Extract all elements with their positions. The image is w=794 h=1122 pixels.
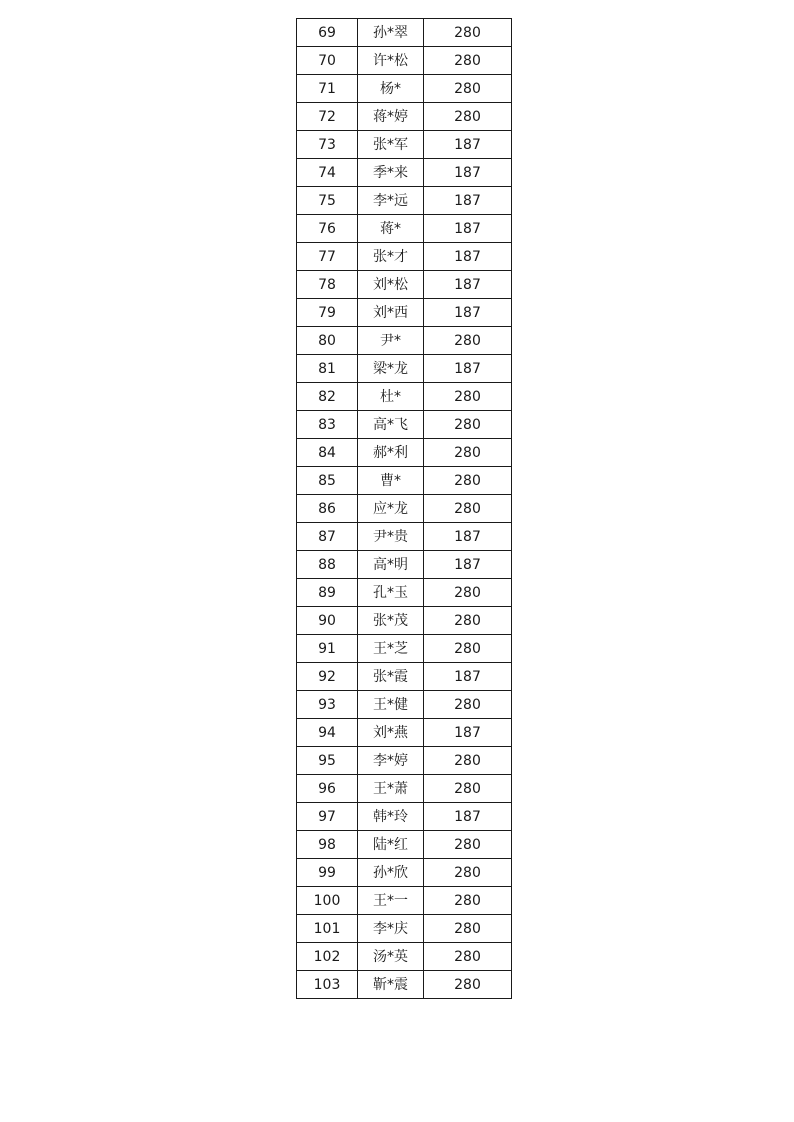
amount-cell: 187	[424, 355, 512, 383]
amount-cell: 280	[424, 635, 512, 663]
table-row	[297, 215, 512, 243]
name-cell: 应*龙	[358, 495, 424, 523]
row-number-cell: 89	[297, 579, 358, 607]
name-cell: 高*明	[358, 551, 424, 579]
amount-cell: 187	[424, 243, 512, 271]
row-number-cell: 75	[297, 187, 358, 215]
row-number-cell: 98	[297, 831, 358, 859]
table-row	[297, 159, 512, 187]
table-row	[297, 243, 512, 271]
name-cell: 尹*	[358, 327, 424, 355]
amount-cell: 280	[424, 19, 512, 47]
amount-cell: 280	[424, 971, 512, 999]
row-number-cell: 101	[297, 915, 358, 943]
name-cell: 孙*翠	[358, 19, 424, 47]
row-number-cell: 102	[297, 943, 358, 971]
table-row	[297, 131, 512, 159]
amount-cell: 280	[424, 747, 512, 775]
row-number-cell: 76	[297, 215, 358, 243]
table-row	[297, 887, 512, 915]
name-cell: 李*婷	[358, 747, 424, 775]
name-cell: 张*才	[358, 243, 424, 271]
row-number-cell: 77	[297, 243, 358, 271]
row-number-cell: 93	[297, 691, 358, 719]
amount-cell: 280	[424, 691, 512, 719]
table-row	[297, 299, 512, 327]
name-cell: 刘*燕	[358, 719, 424, 747]
amount-cell: 280	[424, 411, 512, 439]
amount-cell: 187	[424, 523, 512, 551]
amount-cell: 187	[424, 187, 512, 215]
row-number-cell: 80	[297, 327, 358, 355]
row-number-cell: 73	[297, 131, 358, 159]
name-cell: 张*霞	[358, 663, 424, 691]
table-row	[297, 355, 512, 383]
table-row	[297, 691, 512, 719]
row-number-cell: 95	[297, 747, 358, 775]
amount-cell: 280	[424, 859, 512, 887]
amount-cell: 187	[424, 131, 512, 159]
table-row	[297, 831, 512, 859]
amount-cell: 187	[424, 551, 512, 579]
table-row	[297, 271, 512, 299]
row-number-cell: 83	[297, 411, 358, 439]
amount-cell: 187	[424, 215, 512, 243]
name-cell: 陆*红	[358, 831, 424, 859]
row-number-cell: 97	[297, 803, 358, 831]
row-number-cell: 78	[297, 271, 358, 299]
row-number-cell: 84	[297, 439, 358, 467]
amount-cell: 280	[424, 383, 512, 411]
name-cell: 王*萧	[358, 775, 424, 803]
table-row	[297, 327, 512, 355]
name-cell: 高*飞	[358, 411, 424, 439]
table-row	[297, 19, 512, 47]
name-cell: 张*茂	[358, 607, 424, 635]
row-number-cell: 74	[297, 159, 358, 187]
table-row	[297, 803, 512, 831]
name-cell: 季*来	[358, 159, 424, 187]
table-row	[297, 859, 512, 887]
amount-cell: 187	[424, 299, 512, 327]
name-cell: 孙*欣	[358, 859, 424, 887]
row-number-cell: 86	[297, 495, 358, 523]
amount-cell: 280	[424, 47, 512, 75]
table-row	[297, 747, 512, 775]
amount-cell: 187	[424, 719, 512, 747]
table-row	[297, 439, 512, 467]
row-number-cell: 92	[297, 663, 358, 691]
name-cell: 靳*震	[358, 971, 424, 999]
row-number-cell: 82	[297, 383, 358, 411]
roster-table	[296, 18, 512, 999]
table-row	[297, 915, 512, 943]
row-number-cell: 81	[297, 355, 358, 383]
name-cell: 王*一	[358, 887, 424, 915]
name-cell: 刘*西	[358, 299, 424, 327]
name-cell: 郝*利	[358, 439, 424, 467]
name-cell: 刘*松	[358, 271, 424, 299]
name-cell: 蒋*	[358, 215, 424, 243]
table-row	[297, 607, 512, 635]
row-number-cell: 103	[297, 971, 358, 999]
table-row	[297, 579, 512, 607]
name-cell: 孔*玉	[358, 579, 424, 607]
table-row	[297, 775, 512, 803]
table-row	[297, 411, 512, 439]
amount-cell: 280	[424, 831, 512, 859]
table-row	[297, 971, 512, 999]
name-cell: 曹*	[358, 467, 424, 495]
table-row	[297, 551, 512, 579]
amount-cell: 280	[424, 439, 512, 467]
table-row	[297, 523, 512, 551]
name-cell: 张*军	[358, 131, 424, 159]
row-number-cell: 91	[297, 635, 358, 663]
name-cell: 杨*	[358, 75, 424, 103]
amount-cell: 280	[424, 495, 512, 523]
name-cell: 杜*	[358, 383, 424, 411]
name-cell: 王*芝	[358, 635, 424, 663]
row-number-cell: 69	[297, 19, 358, 47]
table-row	[297, 663, 512, 691]
name-cell: 汤*英	[358, 943, 424, 971]
amount-cell: 280	[424, 327, 512, 355]
table-row	[297, 187, 512, 215]
table-row	[297, 383, 512, 411]
name-cell: 李*庆	[358, 915, 424, 943]
table-row	[297, 103, 512, 131]
row-number-cell: 96	[297, 775, 358, 803]
name-cell: 梁*龙	[358, 355, 424, 383]
row-number-cell: 79	[297, 299, 358, 327]
amount-cell: 280	[424, 75, 512, 103]
amount-cell: 280	[424, 103, 512, 131]
row-number-cell: 72	[297, 103, 358, 131]
name-cell: 王*健	[358, 691, 424, 719]
name-cell: 李*远	[358, 187, 424, 215]
name-cell: 尹*贵	[358, 523, 424, 551]
name-cell: 许*松	[358, 47, 424, 75]
amount-cell: 187	[424, 663, 512, 691]
amount-cell: 187	[424, 803, 512, 831]
row-number-cell: 90	[297, 607, 358, 635]
row-number-cell: 100	[297, 887, 358, 915]
name-cell: 蒋*婷	[358, 103, 424, 131]
table-row	[297, 467, 512, 495]
row-number-cell: 94	[297, 719, 358, 747]
amount-cell: 280	[424, 467, 512, 495]
amount-cell: 280	[424, 607, 512, 635]
row-number-cell: 71	[297, 75, 358, 103]
amount-cell: 280	[424, 775, 512, 803]
amount-cell: 187	[424, 271, 512, 299]
amount-cell: 187	[424, 159, 512, 187]
amount-cell: 280	[424, 887, 512, 915]
table-row	[297, 75, 512, 103]
table-row	[297, 495, 512, 523]
table-row	[297, 47, 512, 75]
amount-cell: 280	[424, 943, 512, 971]
table-row	[297, 943, 512, 971]
row-number-cell: 70	[297, 47, 358, 75]
amount-cell: 280	[424, 915, 512, 943]
table-row	[297, 719, 512, 747]
row-number-cell: 99	[297, 859, 358, 887]
roster-table-body	[297, 19, 512, 999]
row-number-cell: 87	[297, 523, 358, 551]
table-row	[297, 635, 512, 663]
amount-cell: 280	[424, 579, 512, 607]
row-number-cell: 85	[297, 467, 358, 495]
row-number-cell: 88	[297, 551, 358, 579]
name-cell: 韩*玲	[358, 803, 424, 831]
